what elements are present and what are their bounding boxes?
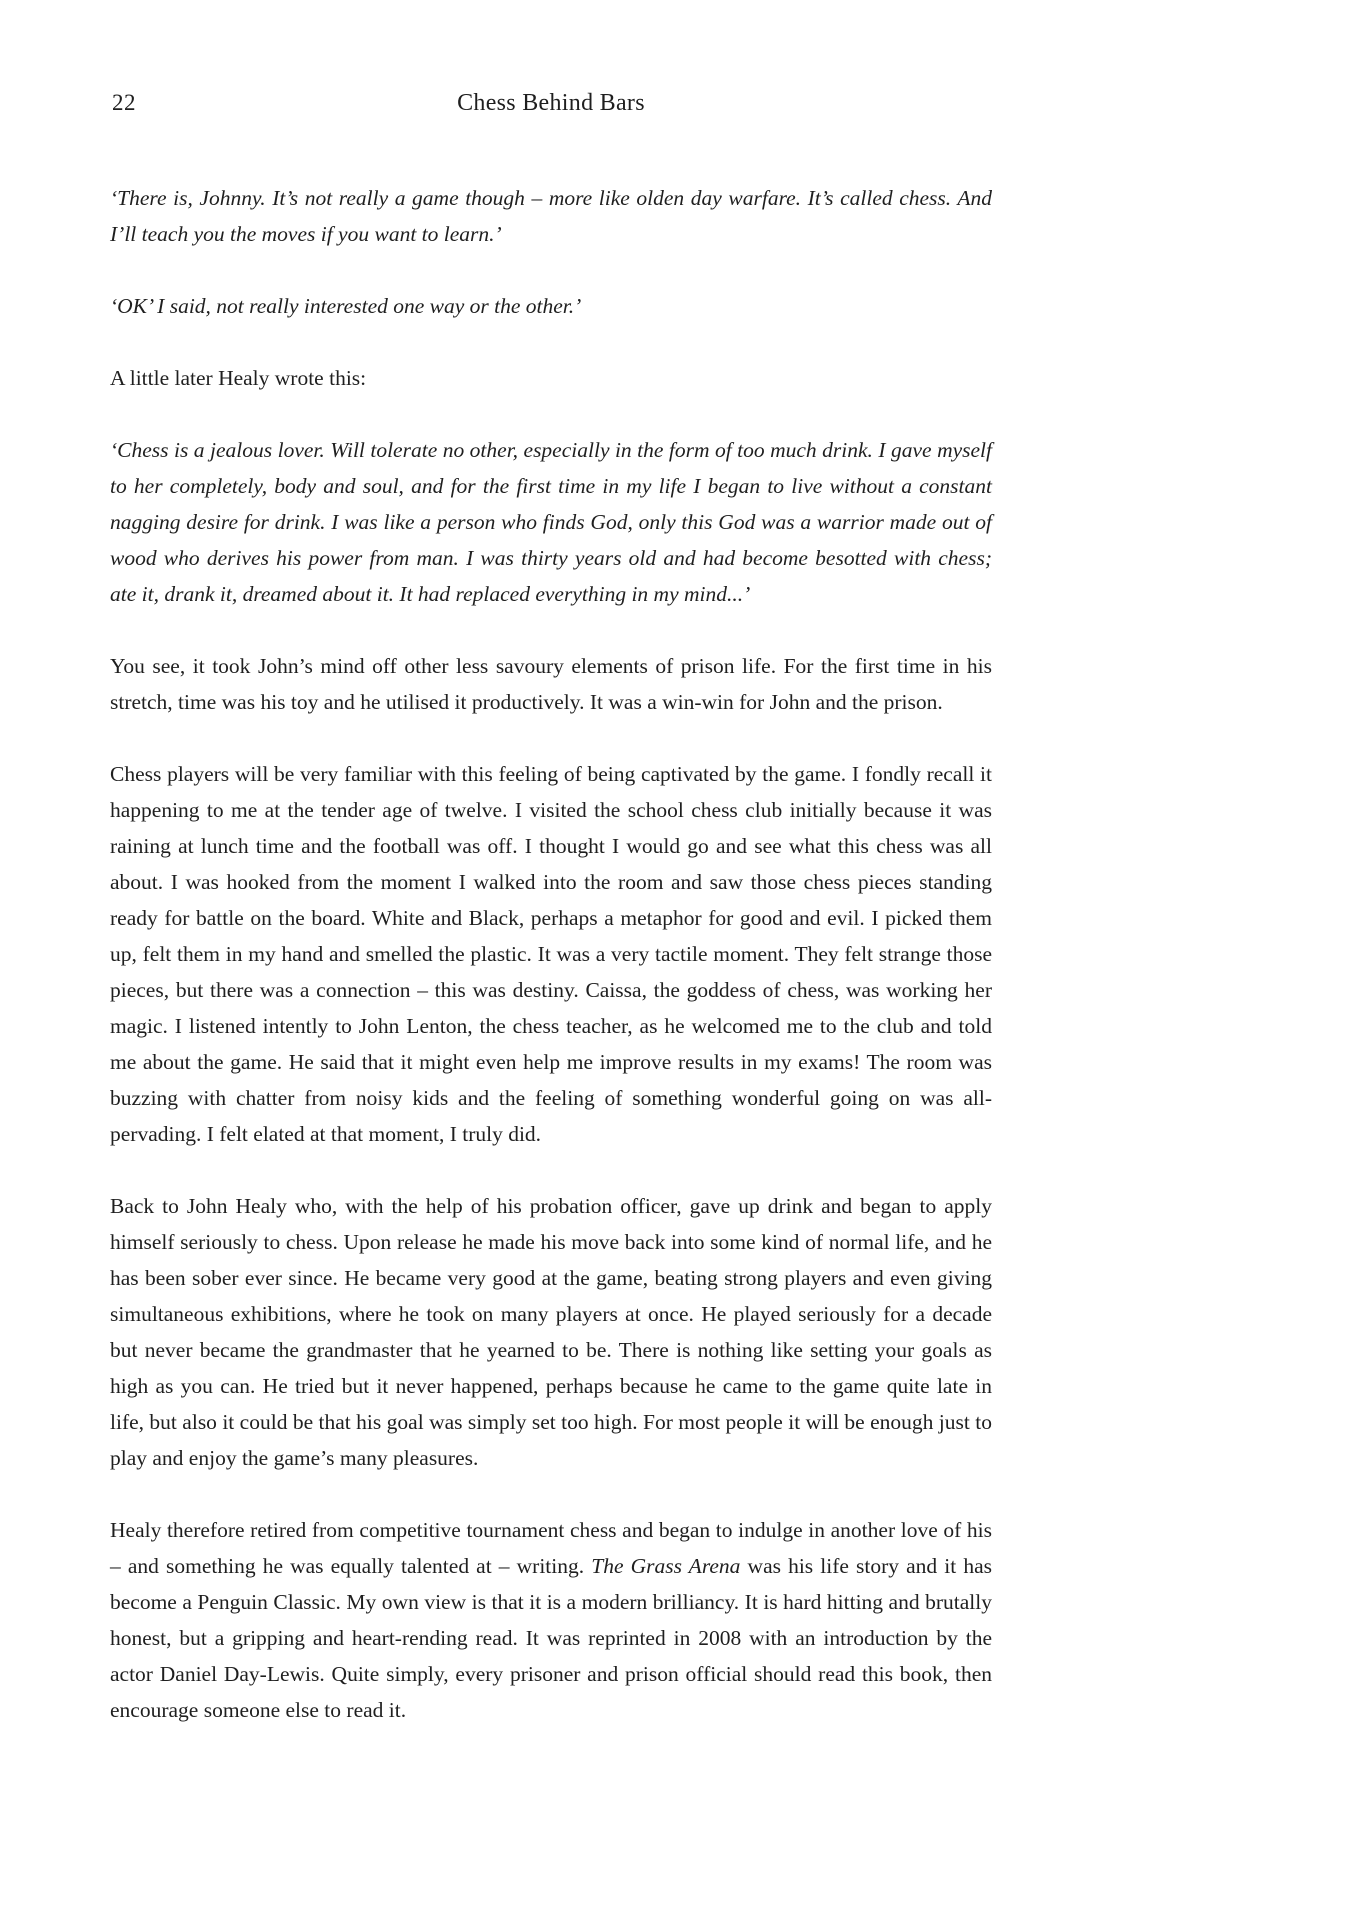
paragraph [110, 1512, 992, 1728]
text-run: was his life story and it has become a Penguin Classic. My own view is that it is a modern brilliancy. It is hard hitting and brutally honest, but a gripping and heart-rending read. It was reprinted in 2008 with an introduction by the actor Daniel Day-Lewis. Quite simply, every prisoner and prison official should read this book, then encourage someone else to read it. [110, 1554, 992, 1722]
italic-text-run: ‘Chess is a jealous lover. Will tolerate no other, especially in the form of too much drink. I gave myself to her completely, body and soul, and for the first time in my life I began to live without a constant nagging desire for drink. I was like a person who finds God, only this God was a warrior made out of wood who derives his power from man. I was thirty years old and had become besotted with chess; ate it, drank it, dreamed about it. It had replaced everything in my mind...’ [110, 438, 992, 606]
page-number: 22 [112, 90, 136, 115]
paragraph [110, 288, 992, 324]
paragraph [110, 756, 992, 1152]
running-title: Chess Behind Bars [457, 90, 645, 116]
paragraph [110, 1188, 992, 1476]
italic-text-run: ‘There is, Johnny. It’s not really a game though – more like olden day warfare. It’s called chess. And I’ll teach you the moves if you want to learn.’ [110, 186, 992, 246]
italic-text-run: ‘OK’ I said, not really interested one way or the other.’ [110, 294, 582, 318]
text-run: Healy therefore retired from competitive tournament chess and began to indulge in another love of his – and something he was equally talented at – writing. [110, 1518, 992, 1578]
paragraph [110, 180, 992, 252]
paragraph [110, 648, 992, 720]
page-body [110, 180, 992, 1728]
paragraph [110, 360, 992, 396]
page-header [110, 90, 992, 122]
italic-text-run: The Grass Arena [591, 1554, 741, 1578]
text-run: Chess players will be very familiar with this feeling of being captivated by the game. I fondly recall it happening to me at the tender age of twelve. I visited the school chess club initially because it was raining at lunch time and the football was off. I thought I would go and see what this chess was all about. I was hooked from the moment I walked into the room and saw those chess pieces standing ready for battle on the board. White and Black, perhaps a metaphor for good and evil. I picked them up, felt them in my hand and smelled the plastic. It was a very tactile moment. They felt strange those pieces, but there was a connection – this was destiny. Caissa, the goddess of chess, was working her magic. I listened intently to John Lenton, the chess teacher, as he welcomed me to the club and told me about the game. He said that it might even help me improve results in my exams! The room was buzzing with chatter from noisy kids and the feeling of something wonderful going on was all-pervading. I felt elated at that moment, I truly did. [110, 762, 992, 1146]
text-column [110, 90, 992, 1728]
text-run: You see, it took John’s mind off other less savoury elements of prison life. For the first time in his stretch, time was his toy and he utilised it productively. It was a win-win for John and the prison. [110, 654, 992, 714]
paragraph [110, 432, 992, 612]
text-run: Back to John Healy who, with the help of his probation officer, gave up drink and began to apply himself seriously to chess. Upon release he made his move back into some kind of normal life, and he has been sober ever since. He became very good at the game, beating strong players and even giving simultaneous exhibitions, where he took on many players at once. He played seriously for a decade but never became the grandmaster that he yearned to be. There is nothing like setting your goals as high as you can. He tried but it never happened, perhaps because he came to the game quite late in life, but also it could be that his goal was simply set too high. For most people it will be enough just to play and enjoy the game’s many pleasures. [110, 1194, 992, 1470]
text-run: A little later Healy wrote this: [110, 366, 367, 390]
